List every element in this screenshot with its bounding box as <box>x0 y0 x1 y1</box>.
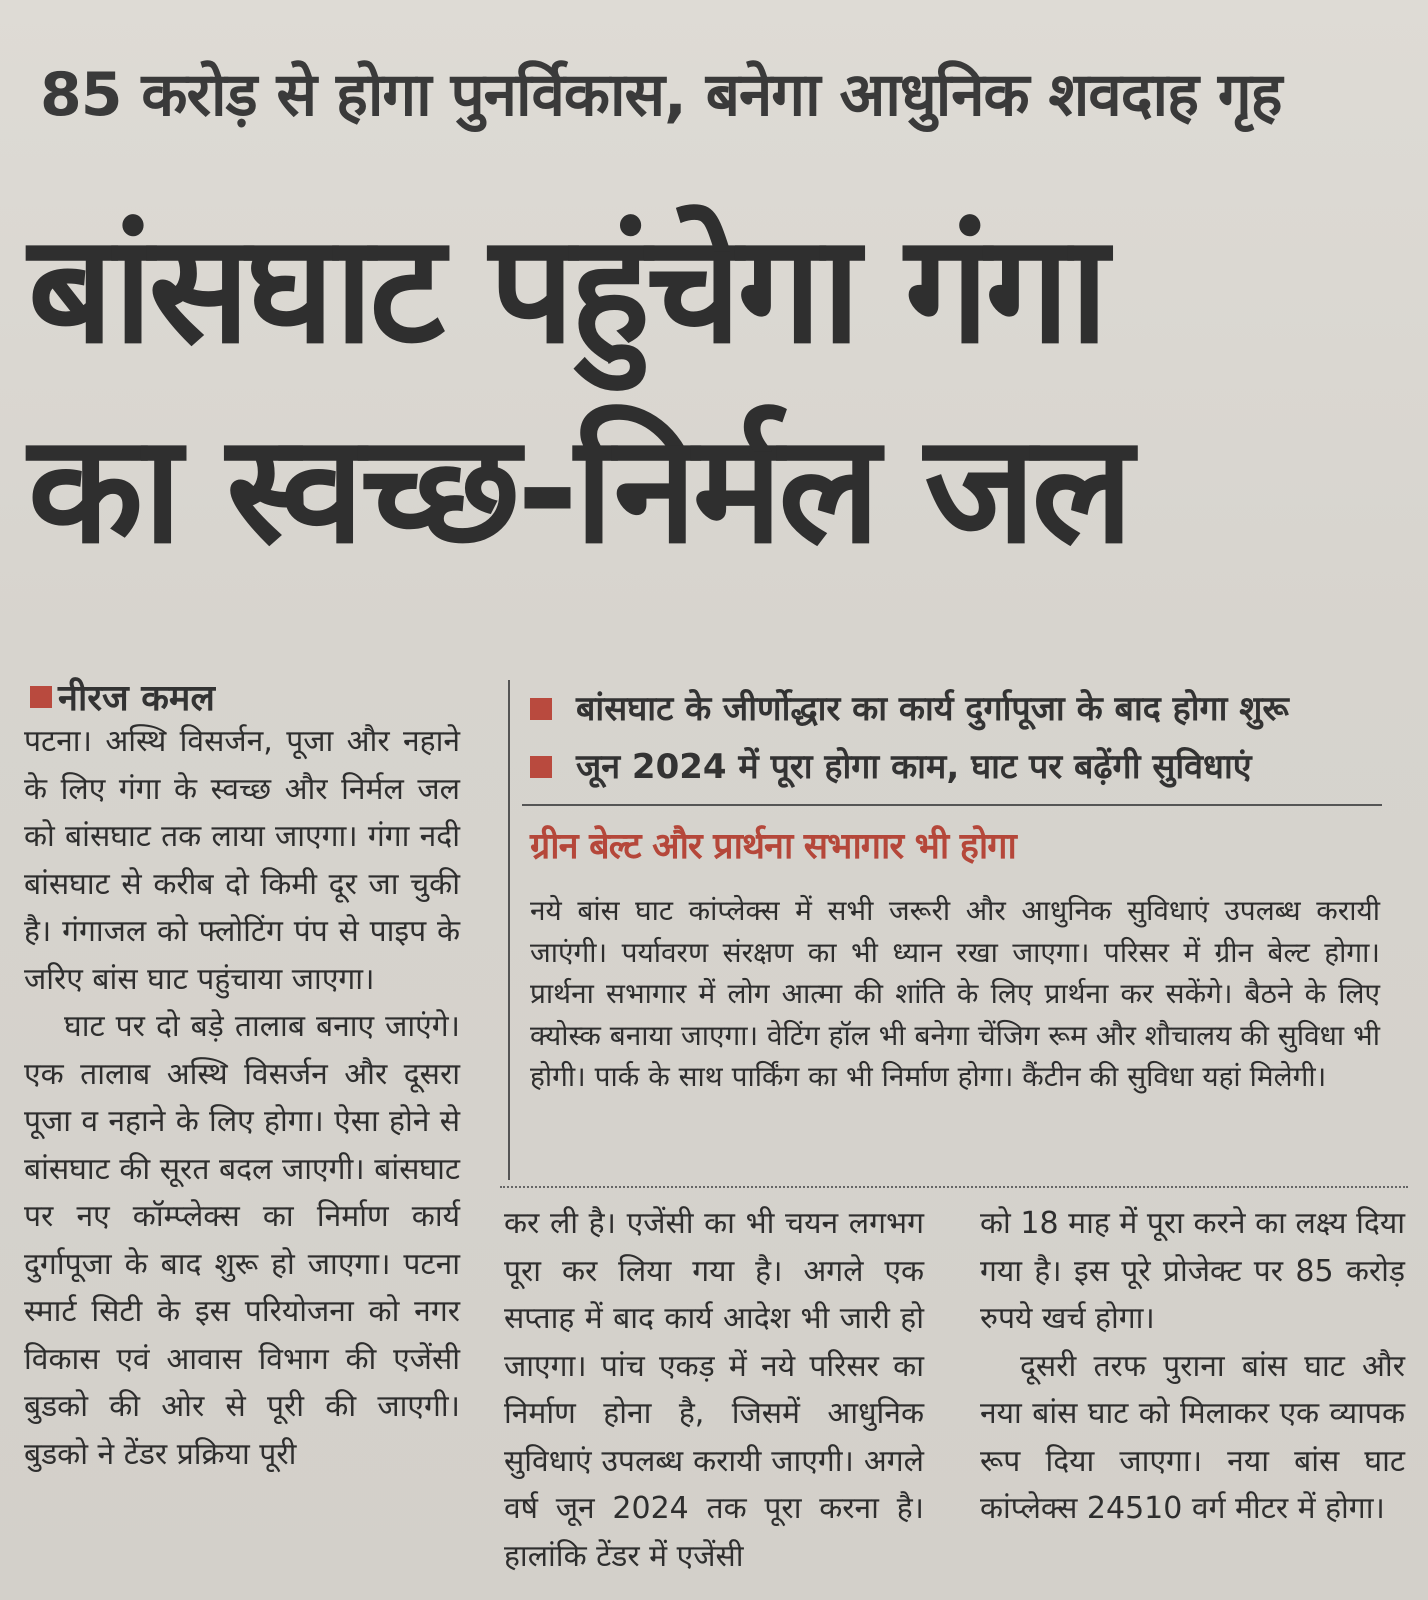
kicker-headline: 85 करोड़ से होगा पुनर्विकास, बनेगा आधुनिक शवदाह गृह <box>40 60 1282 130</box>
sidebar-box <box>508 680 1390 1180</box>
article-column-2 <box>504 1200 924 1580</box>
column2-paragraph: कर ली है। एजेंसी का भी चयन लगभग पूरा कर लिया गया है। अगले एक सप्ताह में बाद कार्य आदेश भी जारी हो जाएगा। पांच एकड़ में नये परिसर का निर्माण होना है, जिसमें आधुनिक सुविधाएं उपलब्ध करायी जाएगी। अगले वर्ष जून 2024 तक पूरा करना है। हालांकि टेंडर में एजेंसी <box>504 1206 924 1574</box>
box-body-text: नये बांस घाट कांप्लेक्स में सभी जरूरी और आधुनिक सुविधाएं उपलब्ध करायी जाएंगी। पर्यावरण संरक्षण का भी ध्यान रखा जाएगा। परिसर में ग्रीन बेल्ट होगा। प्रार्थना सभागार में लोग आत्मा की शांति के लिए प्रार्थना कर सकेंगे। बैठने के लिए क्योस्क बनाया जाएगा। वेटिंग हॉल भी बनेगा चेंजिग रूम और शौचालय की सुविधा भी होगी। पार्क के साथ पार्किंग का भी निर्माण होगा। कैंटीन की सुविधा यहां मिलेगी। <box>530 894 1380 1093</box>
author-name: नीरज कमल <box>58 678 215 719</box>
highlight-list <box>530 680 1390 796</box>
highlight-item <box>530 680 1390 738</box>
highlight-text: बांसघाट के जीर्णोद्धार का कार्य दुर्गापूजा के बाद होगा शुरू <box>576 689 1289 729</box>
box-subheading: ग्रीन बेल्ट और प्रार्थना सभागार भी होगा <box>530 826 1016 867</box>
bullet-square-icon <box>530 698 552 720</box>
divider <box>522 804 1382 806</box>
highlight-text: जून 2024 में पूरा होगा काम, घाट पर बढ़ेंगी सुविधाएं <box>576 747 1252 787</box>
headline-line-1: बांसघाट पहुंचेगा गंगा <box>28 203 1105 377</box>
article-column-3 <box>980 1200 1405 1533</box>
column3-paragraph-2: दूसरी तरफ पुराना बांस घाट और नया बांस घाट को मिलाकर एक व्यापक रूप दिया जाएगा। नया बांस घाट कांप्लेक्स 24510 वर्ग मीटर में होगा। <box>980 1348 1405 1526</box>
headline-line-2: का स्वच्छ-निर्मल जल <box>28 403 1130 577</box>
byline-marker-icon <box>30 686 52 708</box>
column3-paragraph-1: को 18 माह में पूरा करने का लक्ष्य दिया गया है। इस पूरे प्रोजेक्ट पर 85 करोड़ रुपये खर्च होगा। <box>980 1206 1405 1336</box>
byline <box>30 672 215 721</box>
column1-paragraph-1: पटना। अस्थि विसर्जन, पूजा और नहाने के लिए गंगा के स्वच्छ और निर्मल जल को बांसघाट तक लाया जाएगा। गंगा नदी बांसघाट से करीब दो किमी दूर जा चुकी है। गंगाजल को फ्लोटिंग पंप से पाइप के जरिए बांस घाट पहुंचाया जाएगा। <box>24 724 460 997</box>
main-headline <box>28 190 1408 590</box>
dotted-divider <box>500 1186 1408 1188</box>
column1-paragraph-2: घाट पर दो बड़े तालाब बनाए जाएंगे। एक तालाब अस्थि विसर्जन और दूसरा पूजा व नहाने के लिए होगा। ऐसा होने से बांसघाट की सूरत बदल जाएगी। बांसघाट पर नए कॉम्प्लेक्स का निर्माण कार्य दुर्गापूजा के बाद शुरू हो जाएगा। पटना स्मार्ट सिटी के इस परियोजना को नगर विकास एवं आवास विभाग की एजेंसी बुडको की ओर से पूरी की जाएगी। बुडको ने टेंडर प्रक्रिया पूरी <box>24 1009 460 1472</box>
bullet-square-icon <box>530 756 552 778</box>
highlight-item <box>530 738 1390 796</box>
article-column-1 <box>24 718 460 1478</box>
